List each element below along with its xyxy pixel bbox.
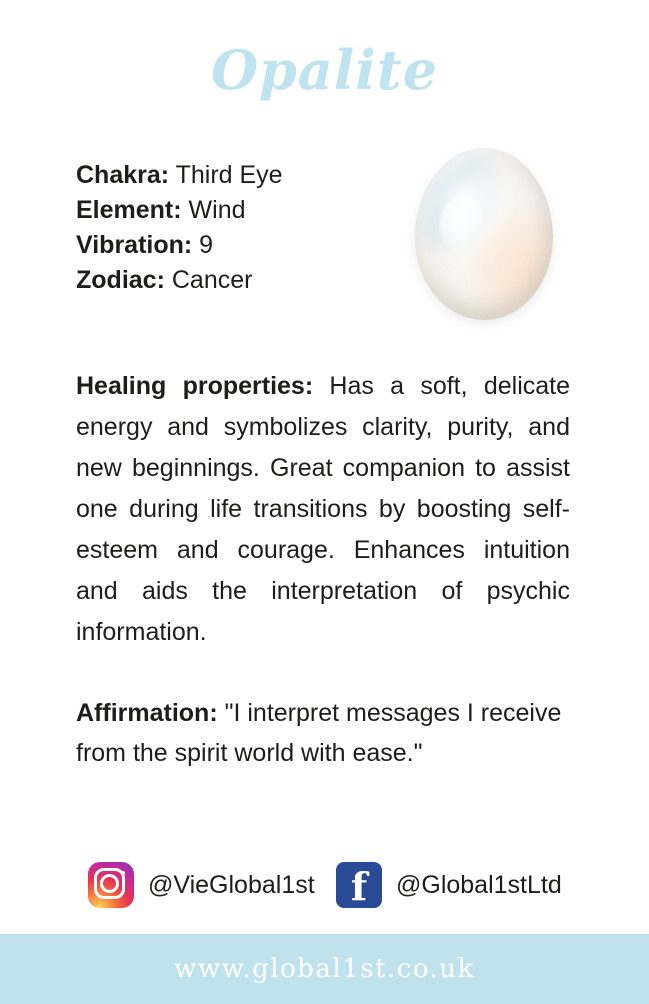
- social-link-instagram[interactable]: [88, 862, 315, 908]
- instagram-icon-dot: [121, 871, 125, 875]
- footer-website-url[interactable]: www.global1st.co.uk: [174, 954, 475, 984]
- attribute-list: [76, 158, 406, 298]
- stone-highlight: [440, 195, 486, 257]
- attribute-value-element: Wind: [188, 196, 246, 224]
- attribute-label-zodiac: Zodiac:: [76, 266, 165, 294]
- opalite-stone-image: [410, 140, 560, 330]
- affirmation-paragraph: [76, 693, 570, 773]
- social-link-facebook[interactable]: [336, 862, 562, 908]
- healing-properties-label: Healing properties:: [76, 372, 314, 400]
- instagram-icon-lens: [100, 874, 119, 893]
- attribute-row-chakra: [76, 158, 406, 193]
- attribute-row-element: [76, 193, 406, 228]
- attribute-value-vibration: 9: [199, 231, 214, 259]
- footer-bar: [0, 934, 649, 1004]
- attribute-value-chakra: Third Eye: [175, 161, 283, 189]
- attribute-label-chakra: Chakra:: [76, 161, 170, 189]
- instagram-handle: @VieGlobal1st: [148, 870, 315, 899]
- affirmation-label: Affirmation:: [76, 699, 218, 727]
- facebook-icon[interactable]: [336, 862, 382, 908]
- instagram-icon[interactable]: [88, 862, 134, 908]
- page-title: Opalite: [210, 38, 439, 102]
- affirmation-text: "I interpret messages I receive from the spirit world with ease.": [76, 699, 562, 767]
- attribute-row-vibration: [76, 228, 406, 263]
- attribute-row-zodiac: [76, 263, 406, 298]
- attribute-label-element: Element:: [76, 196, 182, 224]
- social-links: [88, 862, 568, 914]
- attribute-value-zodiac: Cancer: [171, 266, 253, 294]
- healing-properties-text: Has a soft, delicate energy and symbolizes clarity, purity, and new beginnings. Great companion to assist one during life transitions by boosting self-esteem and courage. Enhances intuition and aids the interpretation of psychic information.: [76, 372, 570, 646]
- facebook-icon-glyph: f: [350, 864, 368, 909]
- healing-properties-paragraph: [76, 366, 570, 653]
- facebook-handle: @Global1stLtd: [396, 870, 562, 899]
- attribute-label-vibration: Vibration:: [76, 231, 193, 259]
